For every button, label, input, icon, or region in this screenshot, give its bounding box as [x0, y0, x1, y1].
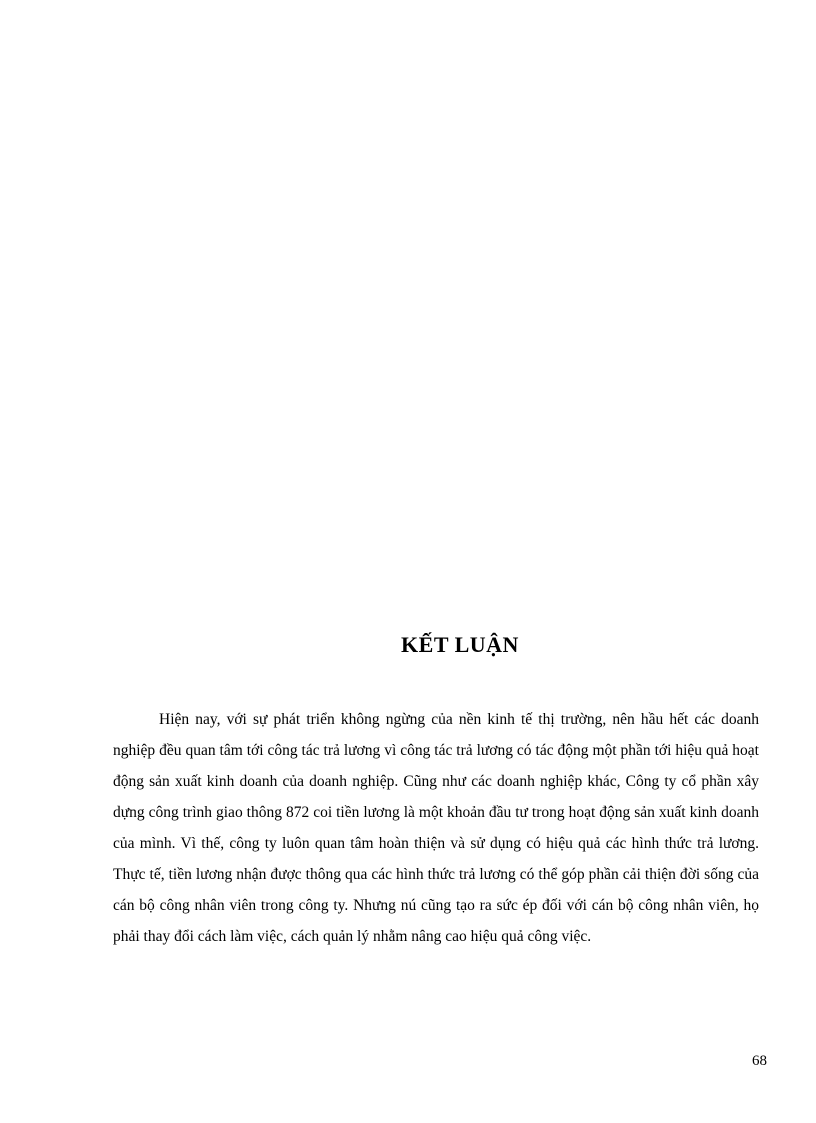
- section-title: KẾT LUẬN: [401, 632, 519, 657]
- page-number: 68: [752, 1053, 767, 1069]
- conclusion-paragraph: Hiện nay, với sự phát triển không ngừng của nền kinh tế thị trường, nên hầu hết các doanh nghiệp đều quan tâm tới công tác trả lương vì công tác trả lương có tác động một phần tới hiệu quả hoạt động sản xuất kinh doanh của doanh nghiệp. Cũng như các doanh nghiệp khác, Công ty cổ phần xây dựng công trình giao thông 872 coi tiền lương là một khoản đầu tư trong hoạt động sản xuất kinh doanh của mình. Vì thế, công ty luôn quan tâm hoàn thiện và sử dụng có hiệu quả các hình thức trả lương. Thực tế, tiền lương nhận được thông qua các hình thức trả lương có thể góp phần cải thiện đời sống của cán bộ công nhân viên trong công ty. Nhưng nú cũng tạo ra sức ép đối với cán bộ công nhân viên, họ phải thay đổi cách làm việc, cách quản lý nhằm nâng cao hiệu quả công việc.: [113, 711, 759, 945]
